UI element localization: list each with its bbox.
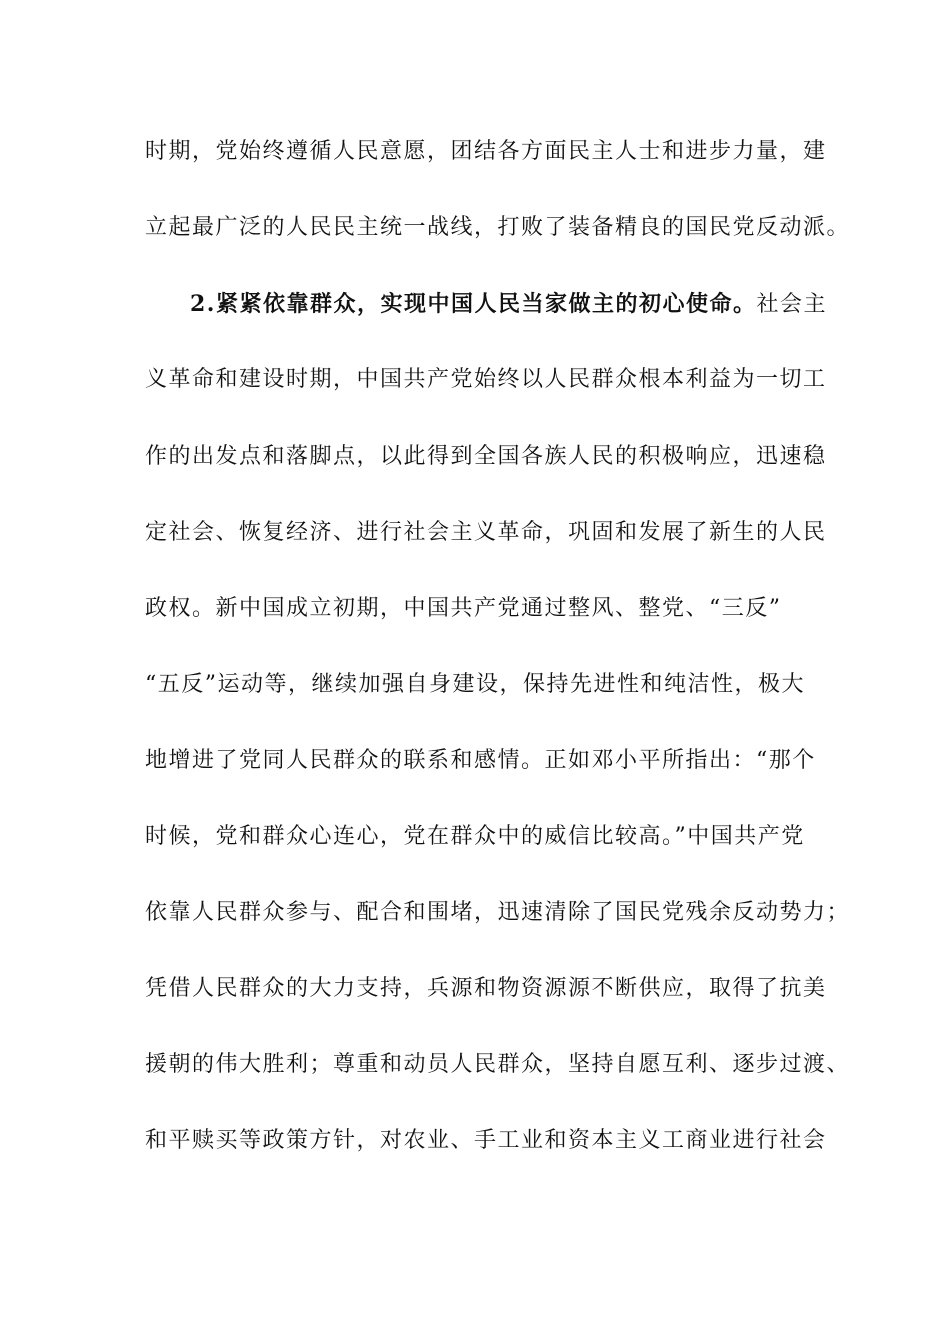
text-line: 凭借人民群众的大力支持，兵源和物资源源不断供应，取得了抗美 <box>145 976 827 1001</box>
text-line: 地增进了党同人民群众的联系和感情。正如邓小平所指出：“那个 <box>145 748 816 773</box>
text-line: 时期，党始终遵循人民意愿，团结各方面民主人士和进步力量，建 <box>145 139 827 164</box>
text-line: 援朝的伟大胜利；尊重和动员人民群众，坚持自愿互利、逐步过渡、 <box>145 1052 851 1077</box>
text-line: “五反”运动等，继续加强自身建设，保持先进性和纯洁性，极大 <box>145 672 805 697</box>
text-line: 依靠人民群众参与、配合和围堵，迅速清除了国民党残余反动势力； <box>145 900 851 925</box>
section-heading: 2.紧紧依靠群众，实现中国人民当家做主的初心使命。 <box>190 291 757 317</box>
text-line: 立起最广泛的人民民主统一战线，打败了装备精良的国民党反动派。 <box>145 215 851 240</box>
text-line: 定社会、恢复经济、进行社会主义革命，巩固和发展了新生的人民 <box>145 520 827 545</box>
section-heading-line <box>190 284 870 324</box>
text-line: 和平赎买等政策方针，对农业、手工业和资本主义工商业进行社会 <box>145 1128 827 1153</box>
text-line: 作的出发点和落脚点，以此得到全国各族人民的积极响应，迅速稳 <box>145 444 827 469</box>
text-line: 时候，党和群众心连心，党在群众中的威信比较高。”中国共产党 <box>145 824 805 849</box>
text-line: 政权。新中国成立初期，中国共产党通过整风、整党、“三反” <box>145 596 782 621</box>
heading-continuation-text: 社会主 <box>756 292 827 317</box>
text-line: 义革命和建设时期，中国共产党始终以人民群众根本利益为一切工 <box>145 367 827 392</box>
